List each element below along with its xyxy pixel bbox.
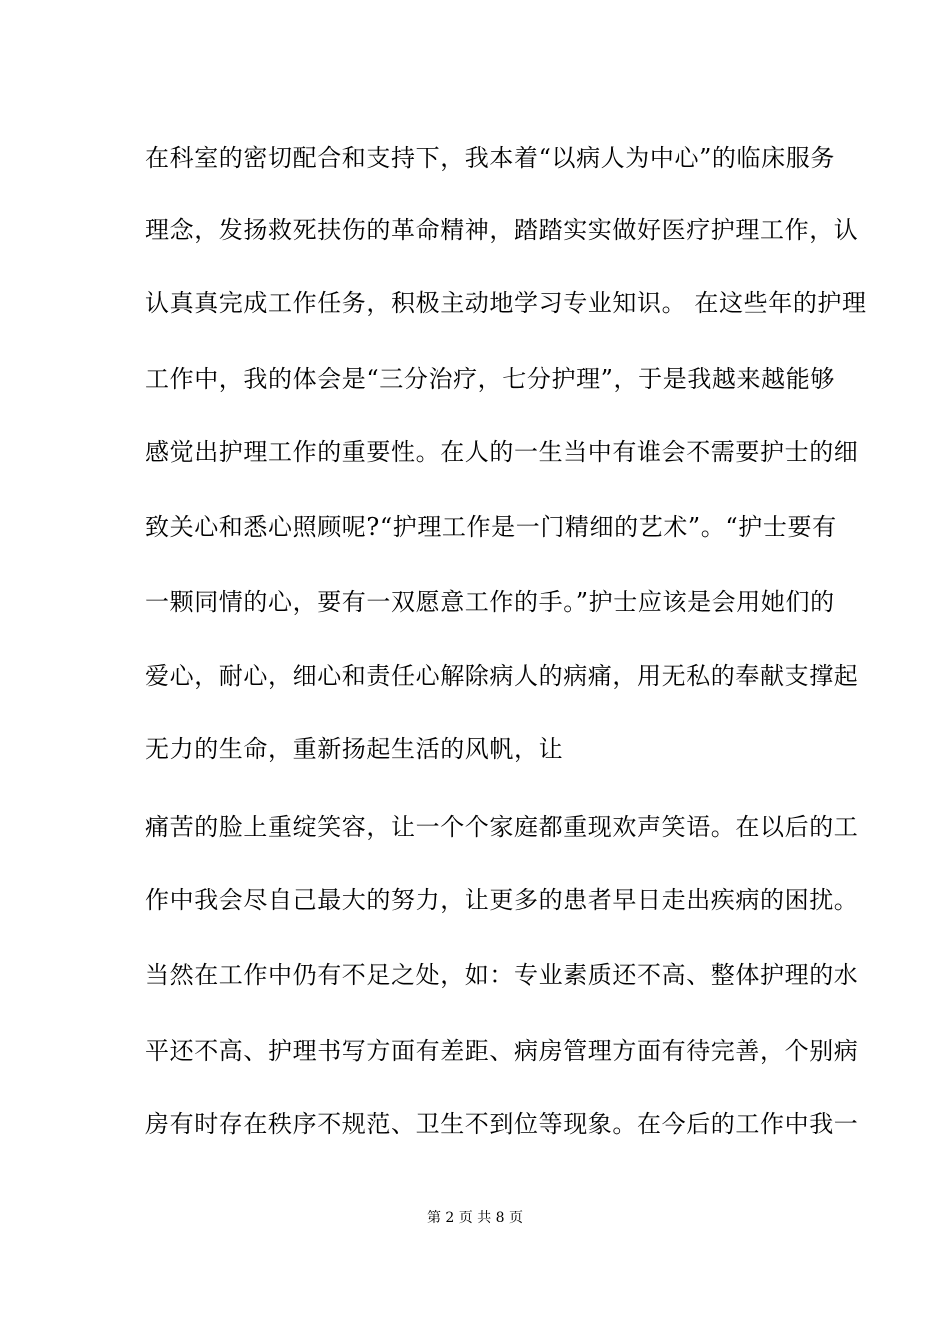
body-text-line-3: 认真真完成工作任务，积极主动地学习专业知识。 在这些年的护理 — [145, 289, 867, 317]
page-number-footer: 第 2 页 共 8 页 — [426, 1210, 524, 1226]
body-text-line-11: 作中我会尽自己最大的努力，让更多的患者早日走出疾病的困扰。 — [145, 886, 859, 914]
body-text-line-5: 感觉出护理工作的重要性。在人的一生当中有谁会不需要护士的细 — [145, 438, 859, 466]
body-text-line-4: 工作中，我的体会是“三分治疗，七分护理”，于是我越来越能够 — [145, 365, 835, 393]
body-text-line-14: 房有时存在秩序不规范、卫生不到位等现象。在今后的工作中我一 — [145, 1110, 859, 1138]
body-text-line-9: 无力的生命，重新扬起生活的风帆，让 — [145, 735, 564, 763]
body-text-line-6: 致关心和悉心照顾呢?“护理工作是一门精细的艺术”。“护士要有 — [145, 513, 837, 541]
body-text-line-8: 爱心，耐心，细心和责任心解除病人的病痛，用无私的奉献支撑起 — [145, 662, 859, 690]
body-text-line-2: 理念，发扬救死扶伤的革命精神，踏踏实实做好医疗护理工作，认 — [145, 216, 859, 244]
body-text-line-12: 当然在工作中仍有不足之处，如：专业素质还不高、整体护理的水 — [145, 961, 859, 989]
body-text-line-10: 痛苦的脸上重绽笑容，让一个个家庭都重现欢声笑语。在以后的工 — [145, 813, 859, 841]
body-text-line-13: 平还不高、护理书写方面有差距、病房管理方面有待完善，个别病 — [145, 1037, 859, 1065]
body-text-line-1: 在科室的密切配合和支持下，我本着“以病人为中心”的临床服务 — [145, 144, 835, 172]
body-text-line-7: 一颗同情的心，要有一双愿意工作的手。”护士应该是会用她们的 — [145, 588, 835, 616]
